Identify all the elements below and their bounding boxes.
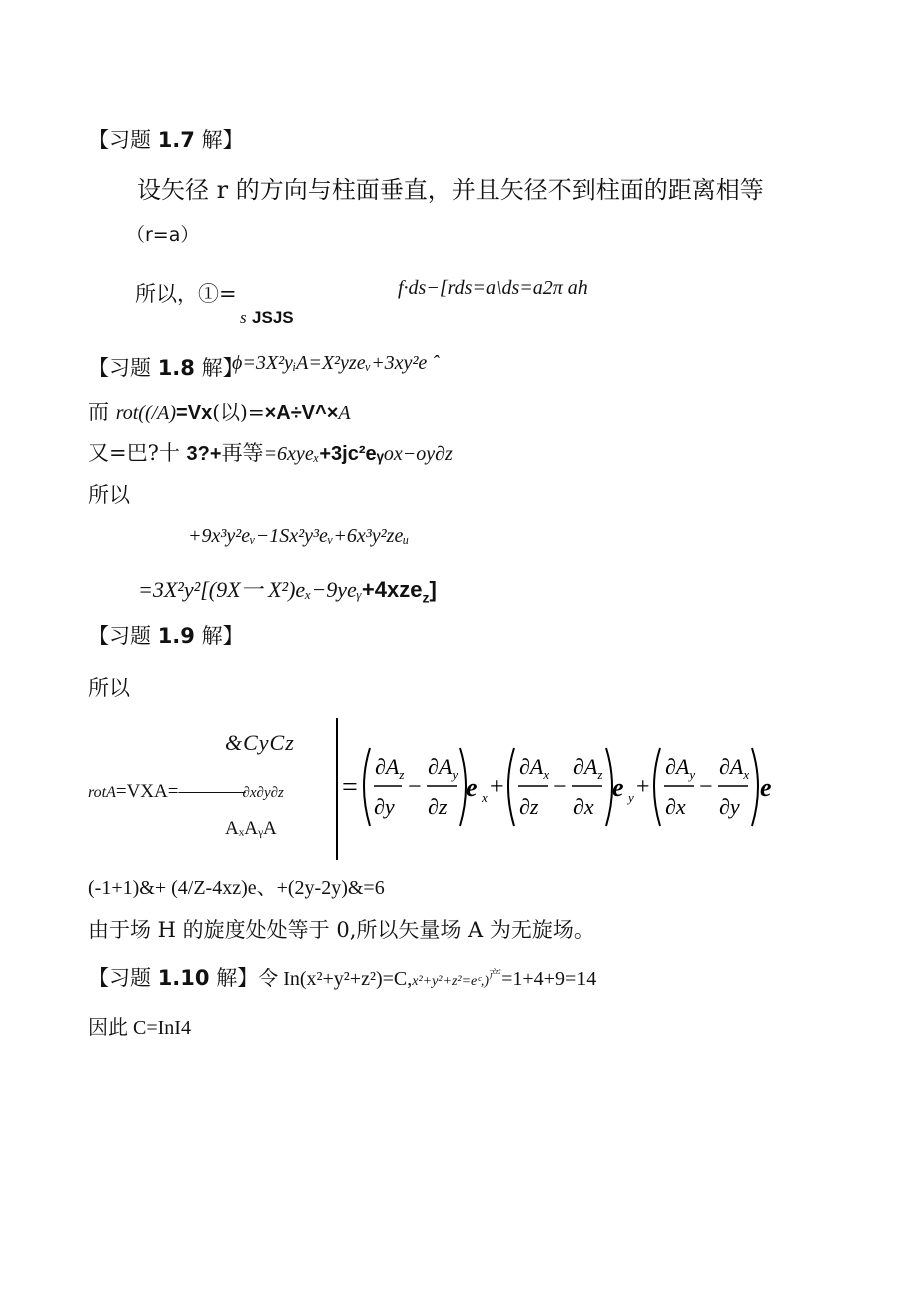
svg-text:∂z: ∂z — [428, 794, 448, 819]
p19-result: (-1+1)&+ (4/Z-4xz)e、+(2y-2y)&=6 — [88, 877, 385, 899]
svg-text:−: − — [408, 774, 422, 800]
p18-rot-line: 而 rot((/A)=Vx(以)=×A÷V^×A — [88, 400, 351, 424]
svg-text:y: y — [628, 790, 634, 805]
p19-determinant-top-row: &CyCz — [225, 730, 295, 755]
curl-formula-image — [330, 734, 790, 844]
svg-text:x: x — [482, 790, 488, 805]
svg-text:+: + — [636, 774, 650, 800]
svg-text:∂y: ∂y — [719, 794, 740, 819]
svg-text:∂Ax: $\partial A_x$ — [519, 754, 550, 782]
p17-subscript: s JSJS — [240, 308, 294, 327]
p17-integral: f·ds−[rds=a\ds=a2π ah — [398, 277, 588, 299]
svg-text:∂Ay: $\partial A_y$ — [428, 754, 459, 782]
heading-1-7: 【习题 1.7 解】 — [88, 128, 244, 152]
p110-result: 因此 C=InI4 — [88, 1017, 191, 1039]
svg-text:∂x: ∂x — [573, 794, 594, 819]
p19-determinant-bottom-row: AₓAᵧA — [225, 818, 277, 839]
svg-text:e: e — [466, 773, 478, 802]
p19-rot-expression: rotA=VXA=————∂x∂y∂z — [88, 781, 284, 802]
p18-eq1: +9x³y²eᵥ−1Sx²y³eᵥ+6x³y²zeᵤ — [188, 525, 410, 547]
p18-so: 所以 — [88, 483, 130, 507]
svg-text:∂x: ∂x — [665, 794, 686, 819]
p18-eq2: =3X²y²[(9X一 X²)eₓ−9yeᵧ+4xze$_z$] — [138, 577, 437, 606]
p17-line1: 设矢径 r 的方向与柱面垂直，并且矢径不到柱面的距离相等 — [137, 176, 764, 204]
p18-you-line: 又=巴?十 3?+再等=6xyeₓ+3jc²eᵧox−oy∂z — [88, 441, 453, 465]
p18-phi-definition: ϕ=3X²yᵢA=X²yzeᵥ+3xy²e ˆ — [232, 352, 439, 374]
svg-text:∂Az: $\partial A_z$ — [375, 754, 405, 782]
svg-text:−: − — [553, 774, 567, 800]
svg-text:∂Ay: $\partial A_y$ — [665, 754, 696, 782]
svg-text:+: + — [490, 774, 504, 800]
p19-so: 所以 — [88, 676, 130, 700]
svg-text:e: e — [760, 773, 772, 802]
p19-conclusion: 由于场 H 的旋度处处等于 0,所以矢量场 A 为无旋场。 — [88, 918, 595, 942]
heading-1-8: 【习题 1.8 解】 — [88, 356, 244, 380]
svg-text:e: e — [612, 773, 624, 802]
p110-line: 【习题 1.10 解】令 In(x²+y²+z²)=C,x²+y²+z²=eᶜ,)$^产$=1+4+9=14 — [88, 966, 597, 990]
p17-line2: （r=a） — [126, 224, 200, 246]
p17-so: 所以，①= — [135, 282, 237, 306]
svg-text:∂Az: $\partial A_z$ — [573, 754, 603, 782]
svg-text:−: − — [699, 774, 713, 800]
svg-text:∂y: ∂y — [374, 794, 395, 819]
svg-text:∂z: ∂z — [519, 794, 539, 819]
heading-1-9: 【习题 1.9 解】 — [88, 624, 244, 648]
svg-text:∂Ax: $\partial A_x$ — [719, 754, 750, 782]
svg-text:=: = — [342, 772, 358, 803]
